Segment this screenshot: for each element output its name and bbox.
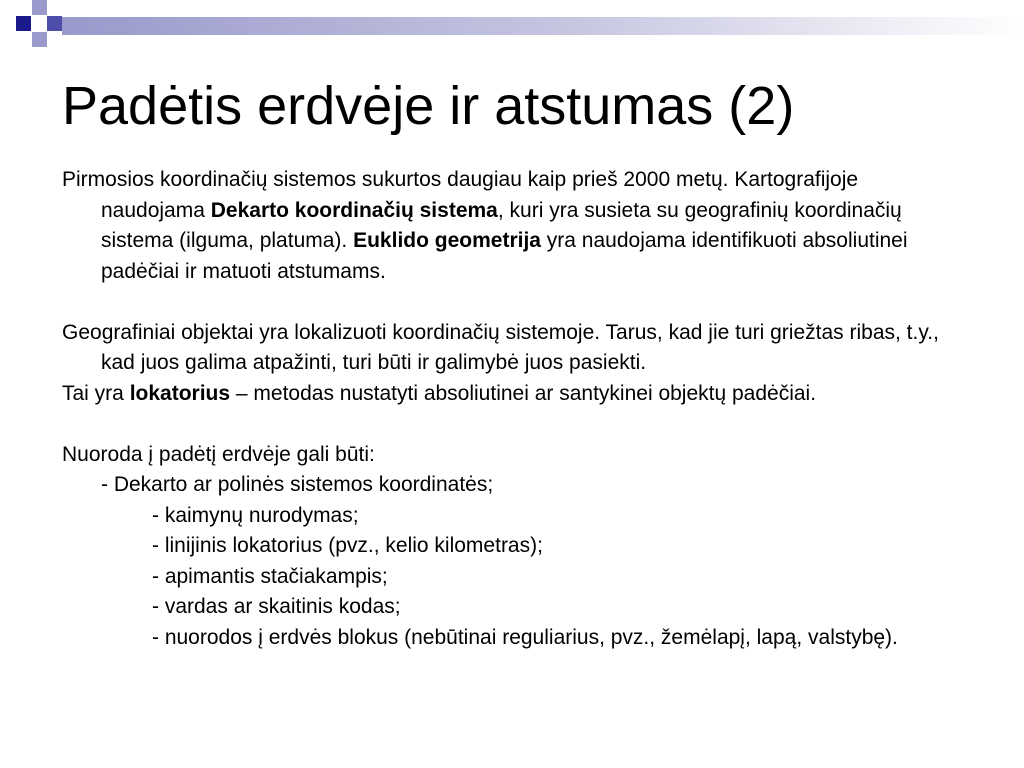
- header-square: [32, 0, 47, 15]
- slide-body: [62, 165, 962, 653]
- header-square: [16, 16, 31, 31]
- slide-title: Padėtis erdvėje ir atstumas (2): [62, 76, 795, 136]
- header-square: [47, 16, 62, 31]
- list-sub-item: - Dekarto ar polinės sistemos koordinatės;: [101, 473, 494, 496]
- text-run: yra naudojama identifikuoti absoliutinei padėčiai ir matuoti atstumams.: [101, 229, 908, 283]
- spacer: [62, 409, 962, 440]
- text-run: Tai yra: [62, 381, 130, 405]
- list-item: - linijinis lokatorius (pvz., kelio kilometras);: [152, 534, 543, 557]
- list-item: - kaimynų nurodymas;: [152, 503, 359, 527]
- text-run: , kuri yra susieta su geografinių koordinačių sistema (ilguma, platuma).: [101, 198, 902, 252]
- list-intro: Nuoroda į padėtį erdvėje gali būti:: [62, 442, 375, 466]
- header-gradient-bar: [62, 17, 1024, 35]
- text-run: Pirmosios koordinačių sistemos sukurtos daugiau kaip prieš 2000 metų. Kartografijoje naudojama: [62, 168, 859, 222]
- list-item: - apimantis stačiakampis;: [152, 564, 388, 588]
- spacer: [62, 287, 962, 318]
- bold-term-dekarto: Dekarto koordinačių sistema: [210, 198, 498, 222]
- header-square: [32, 32, 47, 47]
- paragraph-locator: [62, 379, 962, 410]
- bold-term-euklido: Euklido geometrija: [353, 229, 541, 252]
- list-item: - vardas ar skaitinis kodas;: [152, 595, 401, 618]
- paragraph-geographic-objects: Geografiniai objektai yra lokalizuoti koordinačių sistemoje. Tarus, kad jie turi griežtas ribas, t.y., kad juos galima atpažinti, turi būti ir galimybė juos pasiekti.: [62, 320, 939, 374]
- header-decoration: [0, 0, 1024, 70]
- paragraph-coordinate-systems: [62, 165, 962, 287]
- header-square: [47, 0, 62, 15]
- list-item: - nuorodos į erdvės blokus (nebūtinai reguliarius, pvz., žemėlapį, lapą, valstybę).: [152, 625, 898, 649]
- text-run: – metodas nustatyti absoliutinei ar santykinei objektų padėčiai.: [230, 381, 817, 405]
- bold-term-lokatorius: lokatorius: [129, 381, 231, 405]
